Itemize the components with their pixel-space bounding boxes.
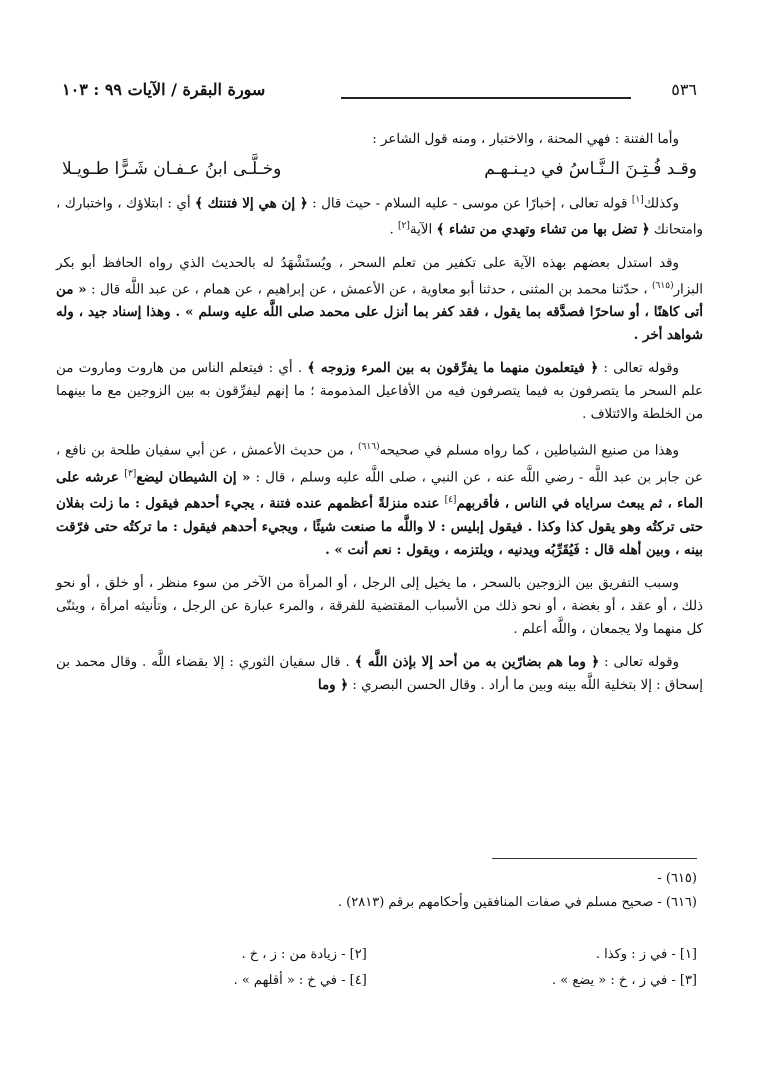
footnote-ref: (٦١٥) — [652, 280, 674, 291]
poem-verse — [56, 155, 703, 183]
text-run: . — [389, 222, 399, 238]
footnotes — [62, 858, 697, 915]
text-run: . قال سفيان الثوري : إلا بقضاء اللَّه . وقال محمد بن إسحاق : إلا بتخلية اللَّه بينه وبين ما أراد . وقال الحسن البصري : — [56, 654, 703, 693]
note-1: [١] - في ز : وكذا . — [595, 947, 697, 962]
paragraph-fitna: وأما الفتنة : فهي المحنة ، والاختبار ، ومنه قول الشاعر : — [372, 132, 679, 147]
quran-quote: ﴿ تضل بها من تشاء وتهدي من تشاء ﴾ — [436, 221, 650, 238]
poem-second-hemistich: وخـلَّـى ابنُ عـفـان شَـرًّا طـويـلا — [62, 159, 282, 179]
footnote-rule — [492, 858, 697, 859]
paragraph-harm — [56, 651, 703, 697]
running-title: سورة البقرة / الآيات ٩٩ : ١٠٣ — [62, 80, 266, 99]
note-ref: [٤] — [444, 495, 457, 506]
hadith-quote: عنده منزلةً أعظمهم عنده فتنة ، يجيء أحدهم فيقول : ما زلت بفلان حتى تركتُه وهو يقول كذا وكذا . فيقول إبليس : لا واللَّه ما صنعت شيئًا ، ويجيء أحدهم فيقول : ما تركتُه حتى فرّقت بينه ، وبين أهله قال : فَيُقَرِّبُه ويدنيه ، ويلتزمه ، ويقول : نعم أنت » . — [56, 495, 703, 558]
quran-quote: ﴿ فيتعلمون منهما ما يفرِّقون به بين المرء وزوجه ﴾ — [307, 360, 599, 377]
note-ref: [١] — [631, 195, 644, 205]
notes-row — [62, 968, 697, 994]
text-run: وقوله تعالى : — [598, 361, 679, 377]
text-run: قوله تعالى ، إخبارًا عن موسى - عليه السلام - حيث قال : — [307, 196, 632, 212]
page-number: ٥٣٦ — [671, 80, 697, 99]
quran-quote: ﴿ وما هم بضارّين به من أحد إلا بإذن اللَّه ﴾ — [354, 653, 600, 670]
text-run: وقوله تعالى : — [599, 654, 679, 670]
footnote-616: (٦١٦) - صحيح مسلم في صفات المنافقين وأحكامهم برقم (٢٨١٣) . — [337, 895, 697, 910]
paragraph-bazzar — [56, 252, 703, 347]
hadith-quote: « إن الشيطان ليضع — [136, 469, 251, 486]
note-ref: [٢] — [398, 221, 410, 232]
text-run: ، من حديث الأعمش ، عن أبي سفيان طلحة بن نافع ، عن جابر بن عبد اللَّه - رضي اللَّه عنه ، عن النبي ، صلى اللَّه عليه وسلم ، قال : — [56, 443, 703, 486]
text-run: الآية — [409, 222, 437, 238]
text-run: وهذا من صنيع الشياطين ، كما رواه مسلم في صحيحه — [379, 443, 679, 459]
paragraph-cause: وسبب التفريق بين الزوجين بالسحر ، ما يخيل إلى الرجل ، أو المرأة من الآخر من سوء منظر ، أو خلق ، أو نحو ذلك ، أو عقد ، أو بغضة ، أو نحو ذلك من الأسباب المقتضية للفرقة ، والمرء عبارة عن الرجل ، وتأنيثه امرأة ، ويثنّى كل منهما ولا يجمعان ، واللَّه أعلم . — [56, 575, 703, 637]
paragraph-musa — [56, 189, 703, 242]
note-ref: [٣] — [124, 468, 137, 479]
paragraph-separation — [56, 357, 703, 426]
hadith-quote: « من أتى كاهنًا ، أو ساحرًا فصدَّقه بما يقول ، فقد كفر بما أنزل على محمد صلى اللَّه عليه وسلم » . وهذا إسناد جيد ، وله شواهد أخر . — [56, 281, 703, 344]
hadith-quote: عرشه على الماء ، ثم يبعث سراياه في الناس ، فأقربهم — [56, 469, 704, 512]
quran-quote: ﴿ وما — [317, 676, 349, 693]
note-4: [٤] - في خ : « أقلهم » . — [233, 973, 367, 988]
variant-notes — [62, 942, 697, 994]
notes-row — [62, 942, 697, 968]
text-run: وكذلك — [643, 196, 679, 212]
text-run: وقد استدل بعضهم بهذه الآية على تكفير من تعلم السحر ، ويُستَشْهَدُ له بالحديث الذي رواه الحافظ أبو بكر البزار — [56, 255, 703, 298]
poem-first-hemistich: وقـد فُـتِـنَ الـنَّـاسُ في ديـنـهـم — [484, 159, 697, 179]
header-rule — [341, 97, 631, 99]
main-text — [56, 128, 703, 707]
quran-quote: ﴿ إن هي إلا فتنتك ﴾ — [194, 195, 308, 212]
paragraph-muslim-hadith — [56, 436, 703, 561]
footnote-615: (٦١٥) - — [657, 871, 697, 886]
text-run: . أي : فيتعلم الناس من هاروت وماروت من علم السحر ما يتصرفون به فيما يتصرفون فيه من الأفاعيل المذمومة ؛ ما إنهم ليفرِّقون به بين الزوجين مع ما بينهما من الخلطة والائتلاف . — [56, 361, 703, 423]
page-header — [62, 80, 697, 110]
footnote-ref: (٦١٦) — [358, 442, 380, 453]
note-2: [٢] - زيادة من : ز ، خ . — [241, 947, 367, 962]
note-3: [٣] - في ز ، خ : « يضع » . — [552, 973, 697, 988]
text-run: ، حدّثنا محمد بن المثنى ، حدثنا أبو معاوية ، عن الأعمش ، عن إبراهيم ، عن همام ، عن عبد اللَّه قال : — [86, 282, 653, 298]
text-run: أي : ابتلاؤك ، واختبارك ، وامتحانك — [56, 196, 703, 238]
